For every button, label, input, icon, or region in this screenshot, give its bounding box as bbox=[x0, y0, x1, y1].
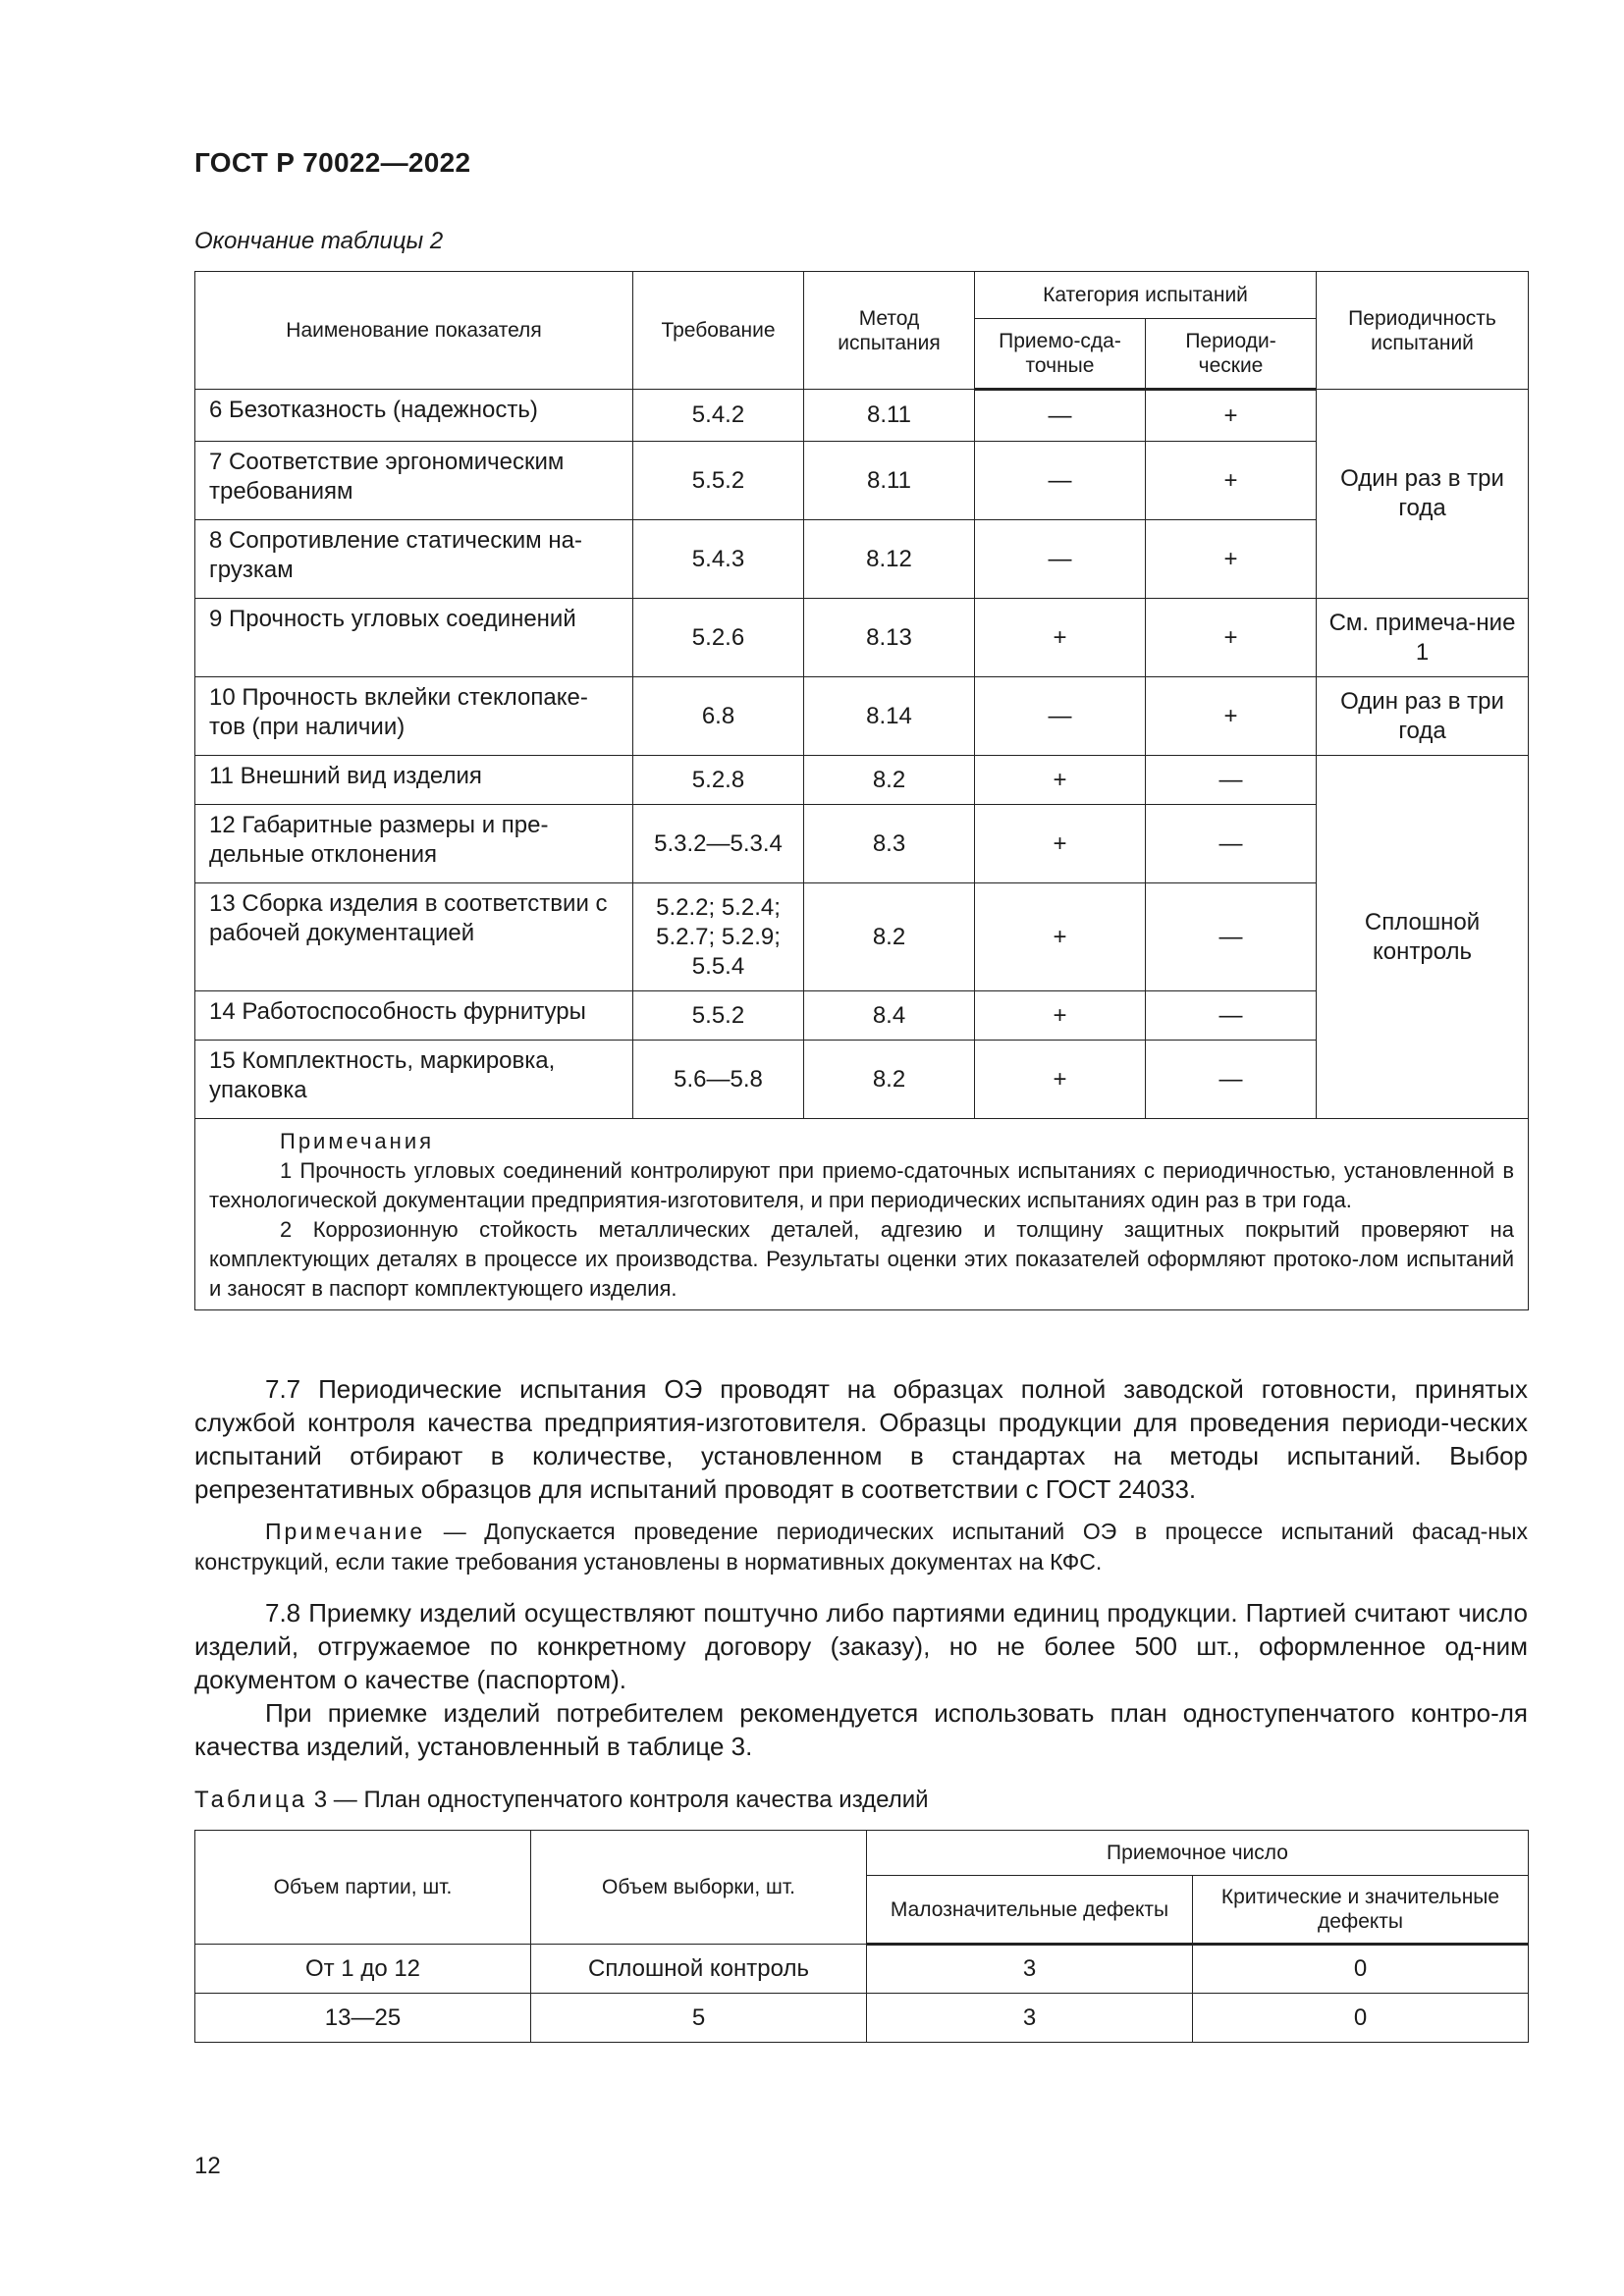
row-method: 8.2 bbox=[804, 1041, 975, 1119]
table-row bbox=[195, 677, 1529, 756]
header-lot: Объем партии, шт. bbox=[195, 1831, 531, 1945]
row-periodic: — bbox=[1146, 805, 1317, 883]
row-sample: Сплошной контроль bbox=[531, 1945, 867, 1994]
document-header: ГОСТ Р 70022—2022 bbox=[194, 147, 471, 178]
note-label: Примечание bbox=[265, 1519, 426, 1544]
header-requirement: Требование bbox=[633, 272, 804, 390]
table3-caption-text: 3 — План одноступенчатого контроля качества изделий bbox=[307, 1787, 929, 1813]
row-requirement: 6.8 bbox=[633, 677, 804, 756]
row-requirement: 5.4.3 bbox=[633, 520, 804, 599]
row-acceptance: + bbox=[975, 599, 1146, 677]
row-requirement: 5.4.2 bbox=[633, 390, 804, 442]
header-name: Наименование показателя bbox=[195, 272, 633, 390]
row-requirement: 5.2.6 bbox=[633, 599, 804, 677]
row-name: 9 Прочность угловых соединений bbox=[195, 599, 633, 677]
row-method: 8.4 bbox=[804, 991, 975, 1041]
header-periodicity: Периодичность испытаний bbox=[1317, 272, 1529, 390]
note-text: — Допускается проведение периодических испытаний ОЭ в процессе испытаний фасад-ных конструкций, если такие требования установлены в нормативных документах на КФС. bbox=[194, 1519, 1528, 1575]
periodicity-group-3: Один раз в три года bbox=[1317, 677, 1529, 756]
paragraph-7-8-continued: При приемке изделий потребителем рекомендуется использовать план одноступенчатого контро-ля качества изделий, установленный в таблице 3. bbox=[194, 1698, 1528, 1761]
row-periodic: + bbox=[1146, 390, 1317, 442]
row-requirement: 5.2.8 bbox=[633, 756, 804, 805]
row-lot: 13—25 bbox=[195, 1994, 531, 2043]
table2-caption: Окончание таблицы 2 bbox=[194, 228, 444, 254]
row-name: 15 Комплектность, маркировка, упаковка bbox=[195, 1041, 633, 1119]
header-method: Метод испытания bbox=[804, 272, 975, 390]
header-periodic: Периоди-ческие bbox=[1146, 319, 1317, 390]
row-periodic: — bbox=[1146, 991, 1317, 1041]
row-requirement: 5.6—5.8 bbox=[633, 1041, 804, 1119]
row-periodic: + bbox=[1146, 677, 1317, 756]
row-name: 14 Работоспособность фурнитуры bbox=[195, 991, 633, 1041]
row-sample: 5 bbox=[531, 1994, 867, 2043]
header-category: Категория испытаний bbox=[975, 272, 1317, 319]
header-sample: Объем выборки, шт. bbox=[531, 1831, 867, 1945]
row-periodic: — bbox=[1146, 883, 1317, 991]
row-acceptance: — bbox=[975, 677, 1146, 756]
row-periodic: — bbox=[1146, 756, 1317, 805]
row-periodic: + bbox=[1146, 520, 1317, 599]
row-acceptance: + bbox=[975, 756, 1146, 805]
periodicity-group-1: Один раз в три года bbox=[1317, 390, 1529, 599]
note-1: 1 Прочность угловых соединений контролируют при приемо-сдаточных испытаниях с периодичностью, установленной в технологической документации предприятия-изготовителя, и при периодических испытаниях один раз в три года. bbox=[209, 1158, 1515, 1212]
row-minor: 3 bbox=[867, 1994, 1193, 2043]
row-lot: От 1 до 12 bbox=[195, 1945, 531, 1994]
row-name: 13 Сборка изделия в соответствии с рабочей документацией bbox=[195, 883, 633, 991]
row-periodic: + bbox=[1146, 599, 1317, 677]
paragraph-note bbox=[194, 1517, 1528, 1577]
table-3 bbox=[194, 1830, 1529, 2043]
table-row bbox=[195, 1994, 1529, 2043]
notes-title: Примечания bbox=[280, 1129, 435, 1153]
row-acceptance: + bbox=[975, 991, 1146, 1041]
row-acceptance: — bbox=[975, 520, 1146, 599]
row-name: 11 Внешний вид изделия bbox=[195, 756, 633, 805]
paragraph-7-7-text: 7.7 Периодические испытания ОЭ проводят на образцах полной заводской готовности, принятых службой контроля качества предприятия-изготовителя. Образцы продукции для проведения периоди-ческих испытаний отбирают в количестве, установленном в стандартах на методы испытаний. Выбор репрезентативных образцов для испытаний проводят в соответствии с ГОСТ 24033. bbox=[194, 1374, 1528, 1504]
row-critical: 0 bbox=[1193, 1994, 1529, 2043]
table-row bbox=[195, 1945, 1529, 1994]
table-row bbox=[195, 599, 1529, 677]
row-acceptance: — bbox=[975, 390, 1146, 442]
row-method: 8.12 bbox=[804, 520, 975, 599]
periodicity-group-4: Сплошной контроль bbox=[1317, 756, 1529, 1119]
row-periodic: + bbox=[1146, 442, 1317, 520]
header-acceptance: Приемо-сда-точные bbox=[975, 319, 1146, 390]
row-acceptance: + bbox=[975, 805, 1146, 883]
notes-row bbox=[195, 1119, 1529, 1310]
periodicity-group-2: См. примеча-ние 1 bbox=[1317, 599, 1529, 677]
paragraph-7-8 bbox=[194, 1596, 1528, 1763]
paragraph-7-8-text: 7.8 Приемку изделий осуществляют поштучно либо партиями единиц продукции. Партией считают число изделий, отгружаемое по конкретному договору (заказу), но не более 500 шт., оформленное од-ним документом о качестве (паспортом). bbox=[194, 1598, 1528, 1694]
row-method: 8.14 bbox=[804, 677, 975, 756]
row-name: 12 Габаритные размеры и пре-дельные отклонения bbox=[195, 805, 633, 883]
table-row bbox=[195, 756, 1529, 805]
row-requirement: 5.5.2 bbox=[633, 442, 804, 520]
row-requirement: 5.2.2; 5.2.4; 5.2.7; 5.2.9; 5.5.4 bbox=[633, 883, 804, 991]
row-acceptance: + bbox=[975, 883, 1146, 991]
row-critical: 0 bbox=[1193, 1945, 1529, 1994]
row-acceptance: — bbox=[975, 442, 1146, 520]
page-number: 12 bbox=[194, 2153, 221, 2179]
row-name: 7 Соответствие эргономическим требованиям bbox=[195, 442, 633, 520]
note-2: 2 Коррозионную стойкость металлических деталей, адгезию и толщину защитных покрытий проверяют на комплектующих деталях в процессе их производства. Результаты оценки этих показателей оформляют протоко-лом испытаний и заносят в паспорт комплектующего изделия. bbox=[209, 1217, 1515, 1301]
row-method: 8.2 bbox=[804, 883, 975, 991]
row-method: 8.3 bbox=[804, 805, 975, 883]
table-notes bbox=[195, 1119, 1529, 1310]
table-row bbox=[195, 390, 1529, 442]
row-method: 8.11 bbox=[804, 390, 975, 442]
header-critical-defects: Критические и значительные дефекты bbox=[1193, 1876, 1529, 1945]
paragraph-7-7 bbox=[194, 1372, 1528, 1506]
row-name: 10 Прочность вклейки стеклопаке-тов (при наличии) bbox=[195, 677, 633, 756]
row-name: 8 Сопротивление статическим на-грузкам bbox=[195, 520, 633, 599]
table-2 bbox=[194, 271, 1529, 1310]
row-method: 8.2 bbox=[804, 756, 975, 805]
row-periodic: — bbox=[1146, 1041, 1317, 1119]
table3-caption-label: Таблица bbox=[194, 1787, 308, 1813]
header-acceptance-number: Приемочное число bbox=[867, 1831, 1529, 1876]
row-method: 8.11 bbox=[804, 442, 975, 520]
row-minor: 3 bbox=[867, 1945, 1193, 1994]
row-acceptance: + bbox=[975, 1041, 1146, 1119]
row-name: 6 Безотказность (надежность) bbox=[195, 390, 633, 442]
row-method: 8.13 bbox=[804, 599, 975, 677]
row-requirement: 5.5.2 bbox=[633, 991, 804, 1041]
row-requirement: 5.3.2—5.3.4 bbox=[633, 805, 804, 883]
table3-caption bbox=[194, 1787, 929, 1814]
header-minor-defects: Малозначительные дефекты bbox=[867, 1876, 1193, 1945]
